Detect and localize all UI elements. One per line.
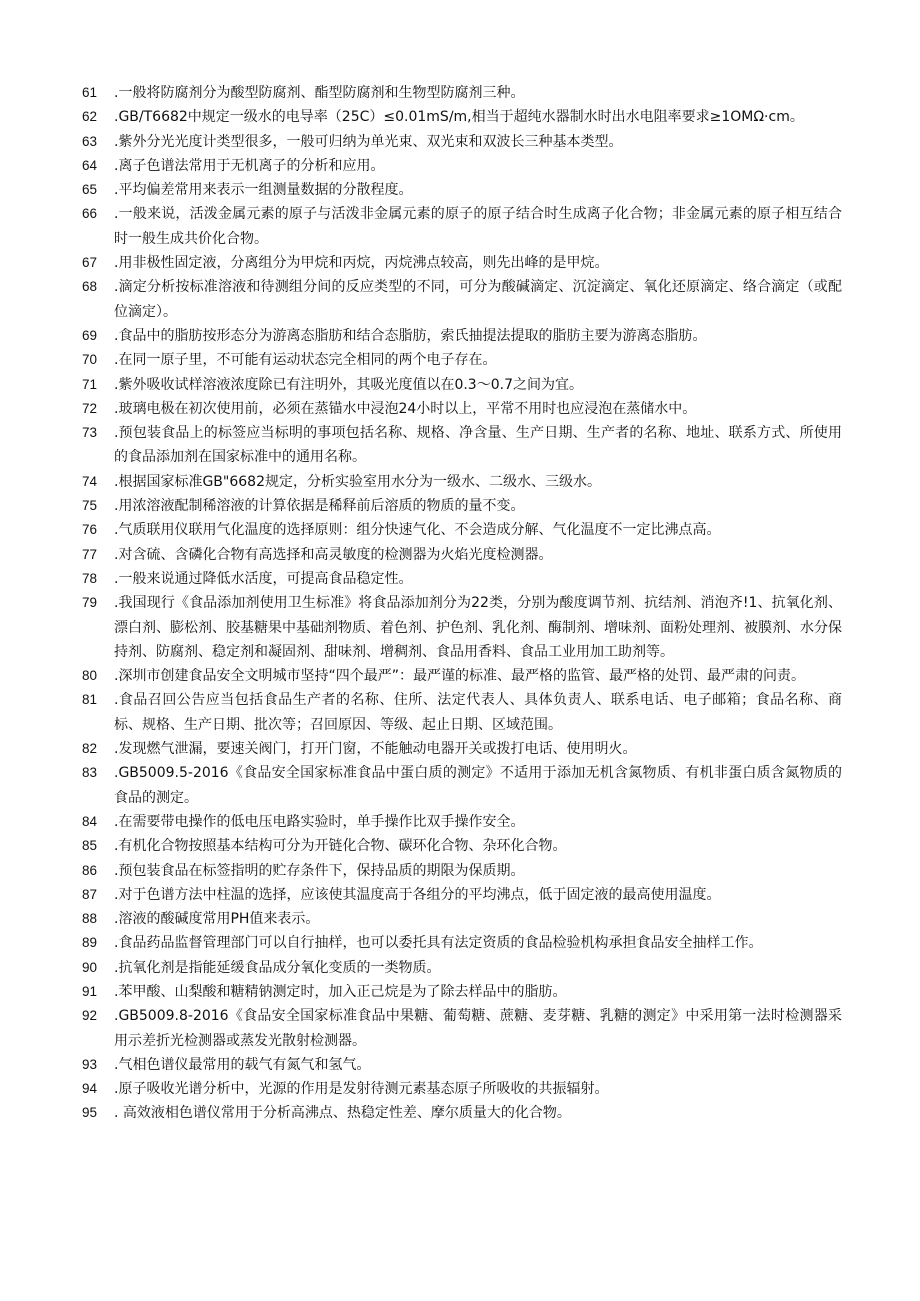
item-number: 64 xyxy=(82,157,98,173)
item-number: 75 xyxy=(82,498,98,514)
item-text: .气相色谱仪最常用的载气有氮气和氢气。 xyxy=(114,1056,371,1073)
list-item xyxy=(82,543,842,567)
list-item xyxy=(82,251,842,275)
item-text: .抗氧化剂是指能延缓食品成分氧化变质的一类物质。 xyxy=(114,959,441,976)
item-text: .GB5009.5-2016《食品安全国家标准食品中蛋白质的测定》不适用于添加无机含氮物质、有机非蛋白质含氮物质的食品的测定。 xyxy=(114,765,842,806)
item-text: .有机化合物按照基本结构可分为开链化合物、碳环化合物、杂环化合物。 xyxy=(114,838,567,855)
item-text: .根据国家标准GB"6682规定，分析实验室用水分为一级水、二级水、三级水。 xyxy=(114,473,601,490)
item-number: 84 xyxy=(82,813,98,829)
item-text: .一般将防腐剂分为酸型防腐剂、酯型防腐剂和生物型防腐剂三种。 xyxy=(114,85,525,101)
item-text: .食品召回公告应当包括食品生产者的名称、住所、法定代表人、具体负责人、联系电话、电子邮箱；食品名称、商标、规格、生产日期、批次等；召回原因、等级、起止日期、区域范围。 xyxy=(114,692,842,733)
item-number: 83 xyxy=(82,765,98,781)
question-list xyxy=(82,81,842,1126)
list-item xyxy=(82,130,842,154)
item-text: .离子色谱法常用于无机离子的分析和应用。 xyxy=(114,157,385,174)
list-item xyxy=(82,1053,842,1077)
item-text: .预包装食品上的标签应当标明的事项包括名称、规格、净含量、生产日期、生产者的名称、地址、联系方式、所使用的食品添加剂在国家标准中的通用名称。 xyxy=(114,425,842,466)
item-number: 78 xyxy=(82,570,98,586)
list-item xyxy=(82,1004,842,1053)
item-text: . 高效液相色谱仪常用于分析高沸点、热稳定性差、摩尔质量大的化合物。 xyxy=(114,1105,571,1122)
item-number: 68 xyxy=(82,279,98,295)
item-text: .气质联用仪联用气化温度的选择原则：组分快速气化、不会造成分解、气化温度不一定比沸点高。 xyxy=(114,522,721,539)
item-number: 65 xyxy=(82,182,98,198)
list-item xyxy=(82,421,842,470)
item-text: .平均偏差常用来表示一组测量数据的分散程度。 xyxy=(114,182,413,199)
item-number: 80 xyxy=(82,668,98,684)
item-text: .我国现行《食品添加剂使用卫生标准》将食品添加剂分为22类，分别为酸度调节剂、抗结剂、消泡齐!1、抗氧化剂、漂白剂、膨松剂、胶基糖果中基础剂物质、着色剂、护色剂、乳化剂、酶制剂、增味剂、面粉处理剂、被膜剂、水分保持剂、防腐剂、稳定剂和凝固剂、甜味剂、增稠剂、食品用香料、食品工业用加工助剂等。 xyxy=(114,595,842,660)
item-number: 71 xyxy=(82,376,98,392)
list-item xyxy=(82,591,842,664)
list-item xyxy=(82,761,842,810)
item-text: .食品中的脂肪按形态分为游离态脂肪和结合态脂肪，索氏抽提法提取的脂肪主要为游离态脂肪。 xyxy=(114,327,707,344)
item-number: 88 xyxy=(82,911,98,927)
item-text: .GB5009.8-2016《食品安全国家标准食品中果糖、葡萄糖、蔗糖、麦芽糖、乳糖的测定》中采用第一法时检测器采用示差折光检测器或蒸发光散射检测器。 xyxy=(114,1008,842,1049)
item-text: .用非极性固定液，分离组分为甲烷和丙烷，丙烷沸点较高，则先出峰的是甲烷。 xyxy=(114,255,609,272)
item-text: .紫外吸收试样溶液浓度除已有注明外，其吸光度值以在0.3～0.7之间为宜。 xyxy=(114,376,583,393)
item-text: .原子吸收光谱分析中，光源的作用是发射待测元素基态原子所吸收的共振辐射。 xyxy=(114,1081,609,1098)
item-number: 76 xyxy=(82,522,98,538)
item-number: 89 xyxy=(82,935,98,951)
item-text: .一般来说通过降低水活度，可提高食品稳定性。 xyxy=(114,570,413,587)
list-item xyxy=(82,567,842,591)
item-text: .滴定分析按标准溶液和待测组分间的反应类型的不同，可分为酸碱滴定、沉淀滴定、氧化还原滴定、络合滴定（或配位滴定）。 xyxy=(114,279,842,320)
list-item xyxy=(82,664,842,688)
item-number: 79 xyxy=(82,595,98,611)
item-text: .食品药品监督管理部门可以自行抽样，也可以委托具有法定资质的食品检验机构承担食品安全抽样工作。 xyxy=(114,935,763,952)
list-item xyxy=(82,883,842,907)
item-number: 81 xyxy=(82,692,98,708)
item-text: .一般来说，活泼金属元素的原子与活泼非金属元素的原子的原子结合时生成离子化合物；非金属元素的原子相互结合时一般生成共价化合物。 xyxy=(114,206,842,247)
item-number: 74 xyxy=(82,473,98,489)
list-item xyxy=(82,810,842,834)
list-item xyxy=(82,105,842,129)
list-item xyxy=(82,907,842,931)
list-item xyxy=(82,980,842,1004)
item-number: 73 xyxy=(82,425,98,441)
item-text: .苯甲酸、山梨酸和糖精钠测定时，加入正己烷是为了除去样品中的脂肪。 xyxy=(114,983,567,1000)
list-item xyxy=(82,518,842,542)
item-number: 82 xyxy=(82,741,98,757)
item-text: .深圳市创建食品安全文明城市坚持“四个最严”：最严谨的标准、最严格的监管、最严格的处罚、最严肃的问责。 xyxy=(114,668,805,685)
list-item xyxy=(82,202,842,251)
item-number: 90 xyxy=(82,959,98,975)
list-item xyxy=(82,470,842,494)
list-item xyxy=(82,688,842,737)
list-item xyxy=(82,373,842,397)
item-number: 93 xyxy=(82,1056,98,1072)
item-number: 85 xyxy=(82,838,98,854)
item-text: .GB/T6682中规定一级水的电导率（25C）≤0.01mS∕m,相当于超纯水器制水时出水电阻率要求≥1OMΩ·cm。 xyxy=(114,109,804,126)
item-number: 72 xyxy=(82,400,98,416)
list-item xyxy=(82,737,842,761)
item-text: .发现燃气泄漏，要速关阀门，打开门窗，不能触动电器开关或拨打电话、使用明火。 xyxy=(114,741,637,758)
item-text: .用浓溶液配制稀溶液的计算依据是稀释前后溶质的物质的量不变。 xyxy=(114,498,525,515)
list-item xyxy=(82,275,842,324)
item-text: .紫外分光光度计类型很多，一般可归纳为单光束、双光束和双波长三种基本类型。 xyxy=(114,133,623,150)
item-number: 92 xyxy=(82,1008,98,1024)
item-number: 91 xyxy=(82,983,98,999)
list-item xyxy=(82,324,842,348)
item-number: 95 xyxy=(82,1105,98,1121)
list-item xyxy=(82,1077,842,1101)
list-item xyxy=(82,494,842,518)
list-item xyxy=(82,178,842,202)
item-text: .预包装食品在标签指明的贮存条件下，保持品质的期限为保质期。 xyxy=(114,862,525,879)
item-number: 66 xyxy=(82,206,98,222)
list-item xyxy=(82,397,842,421)
list-item xyxy=(82,1101,842,1125)
item-number: 70 xyxy=(82,352,98,368)
item-number: 63 xyxy=(82,133,98,149)
list-item xyxy=(82,931,842,955)
list-item xyxy=(82,859,842,883)
item-text: .溶液的酸碱度常用PH值来表示。 xyxy=(114,911,320,928)
item-text: .对含硫、含磷化合物有高选择和高灵敏度的检测器为火焰光度检测器。 xyxy=(114,546,553,563)
item-text: .玻璃电极在初次使用前，必须在蒸锚水中浸泡24小时以上，平常不用时也应浸泡在蒸储水中。 xyxy=(114,400,697,417)
item-number: 62 xyxy=(82,109,98,125)
list-item xyxy=(82,348,842,372)
item-number: 69 xyxy=(82,327,98,343)
item-text: .在需要带电操作的低电压电路实验时，单手操作比双手操作安全。 xyxy=(114,813,525,830)
item-number: 87 xyxy=(82,886,98,902)
item-text: .在同一原子里，不可能有运动状态完全相同的两个电子存在。 xyxy=(114,352,497,369)
item-number: 94 xyxy=(82,1081,98,1097)
item-number: 86 xyxy=(82,862,98,878)
list-item xyxy=(82,154,842,178)
list-item xyxy=(82,834,842,858)
item-number: 77 xyxy=(82,546,98,562)
item-number: 67 xyxy=(82,255,98,271)
list-item xyxy=(82,956,842,980)
item-text: .对于色谱方法中柱温的选择，应该使其温度高于各组分的平均沸点，低于固定液的最高使用温度。 xyxy=(114,886,721,903)
item-number: 61 xyxy=(82,85,98,100)
list-item xyxy=(82,81,842,105)
